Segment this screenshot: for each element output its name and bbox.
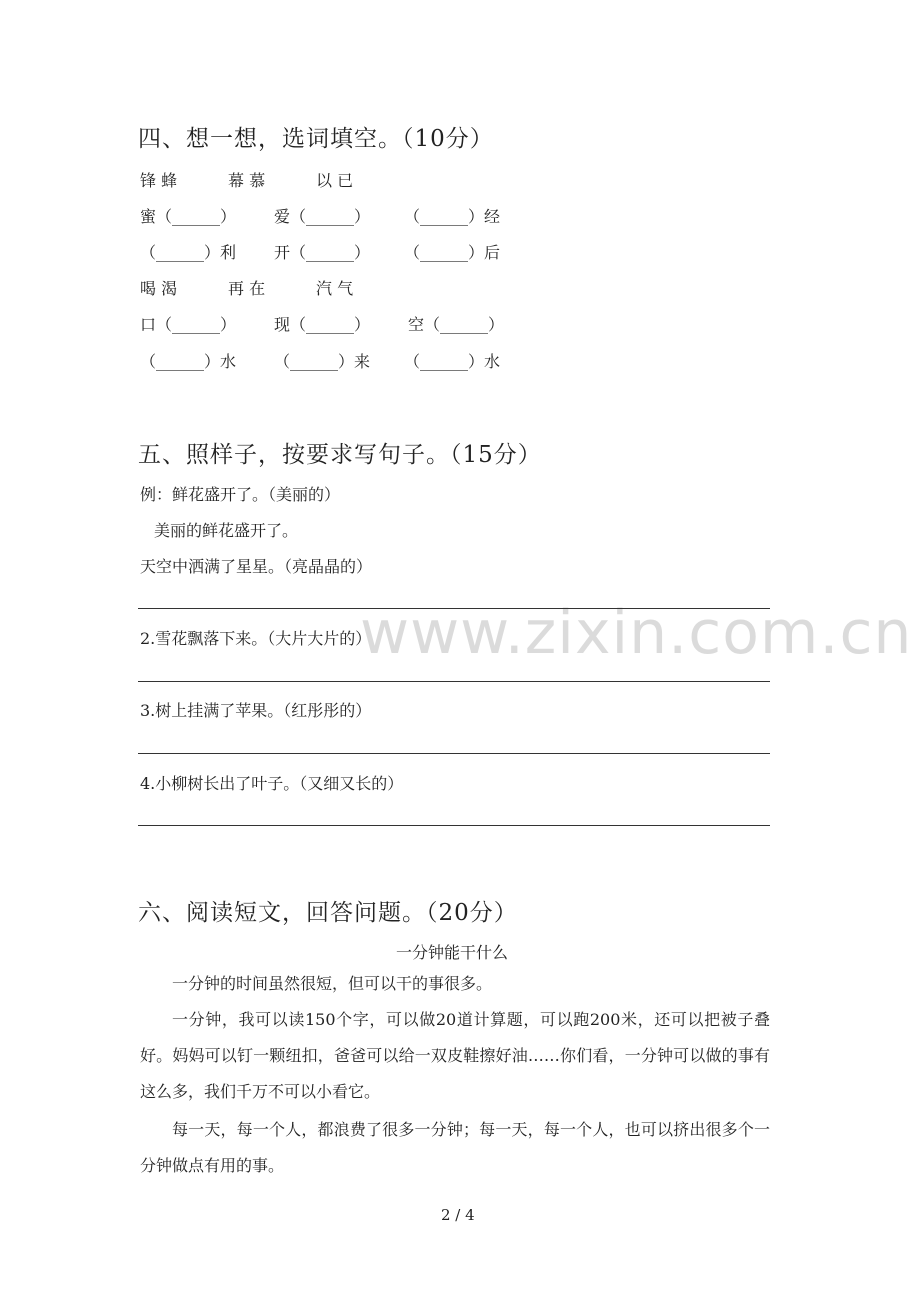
answer-line-4 bbox=[138, 825, 770, 826]
article-paragraph-1: 一分钟的时间虽然很短，但可以干的事很多。 bbox=[172, 974, 493, 993]
answer-line-2 bbox=[138, 681, 770, 682]
blank-item: （______）经 bbox=[404, 207, 501, 226]
blank-item: 空（______） bbox=[408, 315, 505, 334]
watermark: www.zixin.com.cn bbox=[360, 598, 913, 668]
question-1: 天空中洒满了星星。（亮晶晶的） bbox=[140, 557, 373, 576]
question-2: 2.雪花飘落下来。（大片大片的） bbox=[140, 629, 372, 648]
article-paragraph-2: 一分钟，我可以读150个字，可以做20道计算题，可以跑200米，还可以把被子叠好。妈妈可以钉一颗纽扣，爸爸可以给一双皮鞋擦好油……你们看，一分钟可以做的事有这么多，我们千万不可以小看它。 bbox=[140, 1010, 770, 1101]
word-pair-1: 锋 蜂 bbox=[140, 171, 178, 190]
section4-title: 四、想一想，选词填空。（10分） bbox=[138, 126, 494, 152]
example-answer: 美丽的鲜花盛开了。 bbox=[154, 521, 299, 540]
article-paragraph-3: 每一天，每一个人，都浪费了很多一分钟；每一天，每一个人，也可以挤出很多个一分钟做点有用的事。 bbox=[140, 1120, 770, 1175]
blank-item: 现（______） bbox=[274, 315, 371, 334]
section6-title: 六、阅读短文，回答问题。（20分） bbox=[138, 900, 518, 926]
blank-item: （______）水 bbox=[140, 352, 237, 371]
section5-title: 五、照样子，按要求写句子。（15分） bbox=[138, 442, 542, 468]
word-pair-2: 幕 慕 bbox=[228, 171, 266, 190]
answer-line-1 bbox=[138, 608, 770, 609]
blank-item: 蜜（______） bbox=[140, 207, 237, 226]
blank-item: （______）来 bbox=[274, 352, 371, 371]
article-title: 一分钟能干什么 bbox=[396, 943, 509, 962]
blank-item: 口（______） bbox=[140, 315, 237, 334]
word-pair-5: 再 在 bbox=[228, 279, 266, 298]
page-number: 2 / 4 bbox=[441, 1206, 475, 1224]
blank-item: （______）水 bbox=[404, 352, 501, 371]
blank-item: 开（______） bbox=[274, 243, 371, 262]
example-sentence: 例：鲜花盛开了。（美丽的） bbox=[140, 485, 341, 504]
question-3: 3.树上挂满了苹果。（红彤彤的） bbox=[140, 701, 372, 720]
answer-line-3 bbox=[138, 753, 770, 754]
blank-item: （______）后 bbox=[404, 243, 501, 262]
blank-item: 爱（______） bbox=[274, 207, 371, 226]
word-pair-3: 以 已 bbox=[316, 171, 354, 190]
question-4: 4.小柳树长出了叶子。（又细又长的） bbox=[140, 774, 404, 793]
word-pair-6: 汽 气 bbox=[316, 279, 354, 298]
word-pair-4: 喝 渴 bbox=[140, 279, 178, 298]
blank-item: （______）利 bbox=[140, 243, 237, 262]
